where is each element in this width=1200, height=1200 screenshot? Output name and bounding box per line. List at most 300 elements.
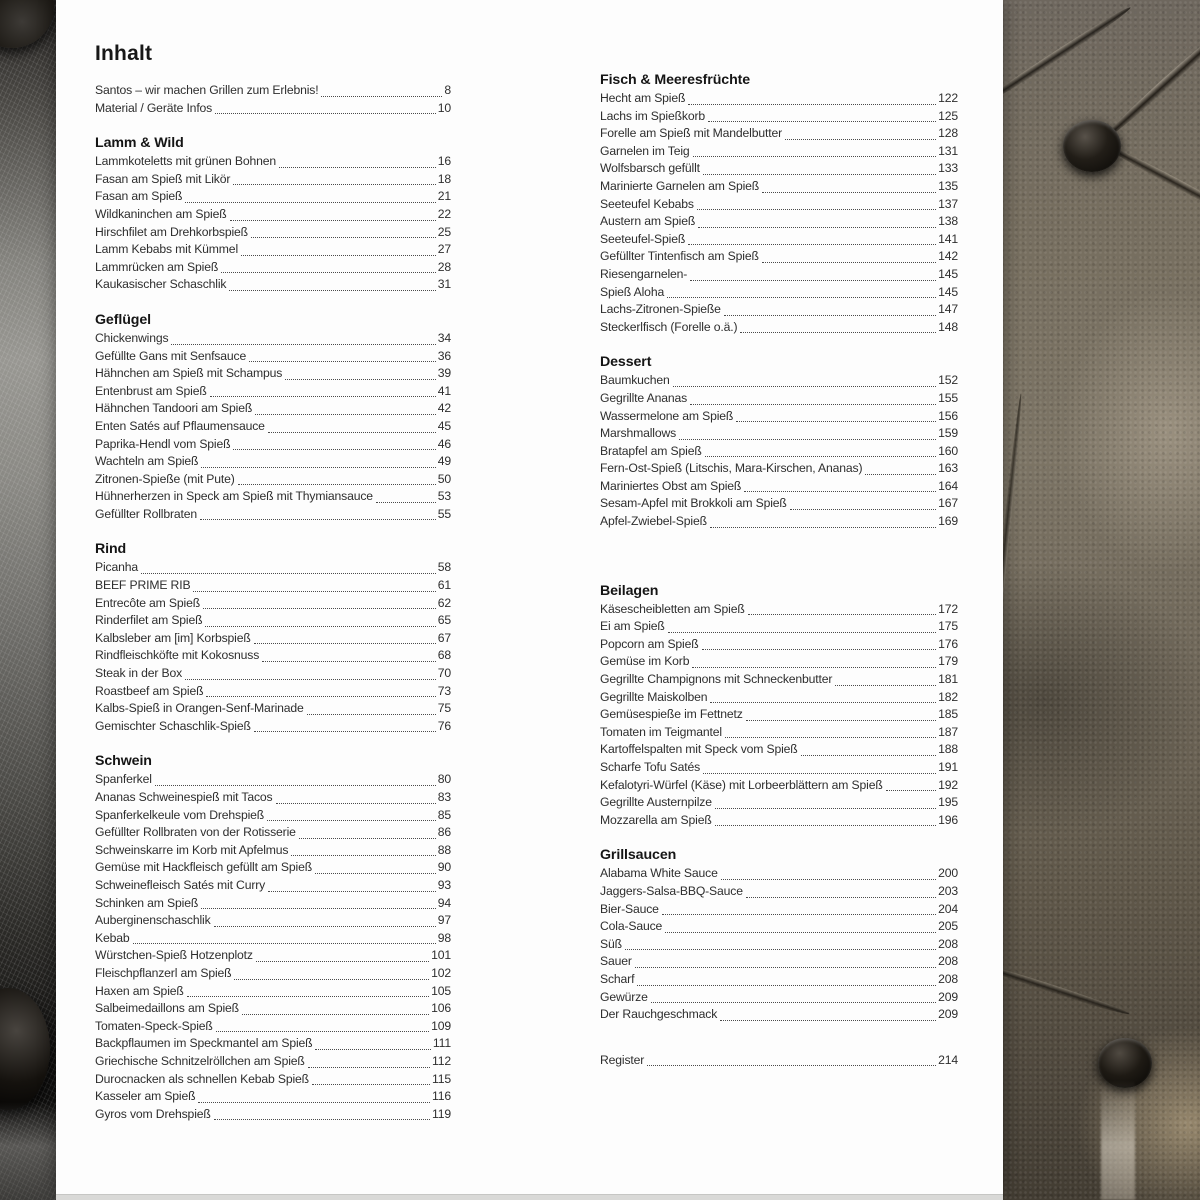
toc-entry — [600, 248, 958, 266]
entry-page-number: 68 — [437, 648, 451, 663]
toc-entry — [600, 495, 958, 513]
dot-leader — [785, 139, 936, 140]
entry-page-number: 88 — [437, 842, 451, 857]
toc-entry — [600, 266, 958, 284]
entry-page-number: 131 — [938, 143, 958, 158]
toc-entry — [600, 953, 958, 971]
dot-leader — [710, 702, 936, 703]
toc-entry — [95, 1071, 451, 1089]
toc-entry — [95, 383, 451, 401]
dot-leader — [308, 1067, 430, 1068]
dot-leader — [315, 873, 436, 874]
toc-entry — [95, 436, 451, 454]
dot-leader — [241, 255, 436, 256]
entry-page-number: 93 — [437, 877, 451, 892]
entry-label: Wildkaninchen am Spieß — [95, 206, 227, 221]
toc-entry — [600, 372, 958, 390]
entry-label: Hähnchen Tandoori am Spieß — [95, 401, 253, 416]
entry-label: Kalbs-Spieß in Orangen-Senf-Marinade — [95, 701, 304, 716]
entry-page-number: 83 — [437, 790, 451, 804]
section-heading: Geflügel — [95, 311, 151, 328]
entry-page-number: 116 — [432, 1089, 451, 1104]
toc-entry — [95, 718, 451, 736]
entry-page-number: 45 — [437, 418, 451, 433]
leather-background-left — [0, 0, 56, 1200]
dot-leader — [155, 785, 436, 786]
toc-section — [600, 581, 958, 830]
leather-background-right — [1003, 0, 1200, 1200]
dot-leader — [279, 167, 436, 168]
entry-label: Steak in der Box — [95, 666, 183, 681]
dot-leader — [697, 209, 936, 210]
entry-page-number: 141 — [938, 231, 958, 246]
entry-label: Gegrillte Austernpilze — [600, 795, 712, 810]
toc-entry — [600, 812, 958, 830]
entry-label: Spanferkel — [95, 772, 152, 787]
toc-entry — [95, 259, 451, 277]
entry-label: Entrecôte am Spieß — [95, 595, 201, 610]
toc-entry — [95, 153, 451, 171]
entry-page-number: 98 — [437, 930, 451, 945]
entry-page-number: 145 — [938, 284, 958, 299]
toc-entry — [95, 100, 451, 118]
entry-label: Gegrillte Ananas — [600, 390, 688, 405]
toc-entry — [95, 330, 451, 348]
toc-entry — [95, 771, 451, 789]
entry-label: Schweinskarre im Korb mit Apfelmus — [95, 842, 289, 857]
entry-page-number: 167 — [938, 496, 958, 511]
toc-entry — [95, 348, 451, 366]
dot-leader — [376, 502, 436, 503]
toc-entry — [95, 965, 451, 983]
entry-label: Kartoffelspalten mit Speck vom Spieß — [600, 742, 798, 757]
toc-entry — [600, 90, 958, 108]
entry-label: Tomaten-Speck-Spieß — [95, 1018, 213, 1033]
entry-page-number: 42 — [437, 401, 451, 416]
entry-label: Sesam-Apfel mit Brokkoli am Spieß — [600, 496, 787, 511]
entry-page-number: 8 — [444, 83, 451, 97]
entry-page-number: 65 — [437, 613, 451, 628]
toc-entry — [600, 636, 958, 654]
toc-entry — [95, 842, 451, 860]
dot-leader — [221, 272, 436, 273]
entry-label: Marshmallows — [600, 426, 677, 441]
toc-entry — [600, 460, 958, 478]
page-bottom-edge — [56, 1194, 1003, 1200]
dot-leader — [201, 908, 436, 909]
entry-label: Gegrillte Maiskolben — [600, 689, 708, 704]
entry-label: Durocnacken als schnellen Kebab Spieß — [95, 1071, 309, 1086]
entry-page-number: 176 — [938, 636, 958, 651]
dot-leader — [185, 202, 435, 203]
entry-page-number: 152 — [938, 373, 958, 388]
toc-entry — [95, 506, 451, 524]
toc-entry — [600, 301, 958, 319]
toc-section — [95, 751, 451, 1123]
entry-label: Salbeimedaillons am Spieß — [95, 1001, 239, 1016]
dot-leader — [171, 344, 435, 345]
entry-label: Gefüllter Rollbraten — [95, 506, 197, 521]
entry-label: Santos – wir machen Grillen zum Erlebnis! — [95, 83, 319, 97]
entry-page-number: 125 — [938, 108, 958, 123]
toc-entry — [95, 807, 451, 825]
toc-entry — [95, 947, 451, 965]
dot-leader — [688, 244, 936, 245]
toc-entry — [600, 601, 958, 619]
entry-label: Backpflaumen im Speckmantel am Spieß — [95, 1036, 313, 1051]
toc-entry — [600, 689, 958, 707]
dot-leader — [268, 432, 436, 433]
entry-page-number: 109 — [431, 1018, 451, 1033]
dot-leader — [740, 332, 936, 333]
entry-label: Schweinefleisch Satés mit Curry — [95, 877, 266, 892]
entry-page-number: 214 — [938, 1052, 958, 1067]
entry-page-number: 105 — [431, 983, 451, 998]
entry-label: Gefüllte Gans mit Senfsauce — [95, 348, 247, 363]
dot-leader — [216, 1031, 429, 1032]
toc-entry — [600, 1006, 958, 1024]
dot-leader — [703, 174, 936, 175]
entry-label: Bier-Sauce — [600, 901, 659, 916]
toc-entry — [95, 418, 451, 436]
entry-page-number: 75 — [437, 701, 451, 716]
leather-highlight — [0, 1102, 56, 1200]
entry-page-number: 61 — [437, 578, 451, 593]
dot-leader — [698, 227, 936, 228]
leather-button-icon — [1063, 120, 1121, 172]
dot-leader — [667, 297, 936, 298]
dot-leader — [688, 104, 936, 105]
entry-label: Gewürze — [600, 989, 648, 1004]
entry-page-number: 53 — [437, 489, 451, 504]
toc-entry — [95, 895, 451, 913]
entry-label: Hecht am Spieß — [600, 91, 686, 105]
dot-leader — [234, 979, 429, 980]
entry-label: Süß — [600, 936, 622, 951]
entry-label: Picanha — [95, 560, 138, 575]
dot-leader — [721, 879, 936, 880]
toc-entry — [600, 901, 958, 919]
entry-label: Popcorn am Spieß — [600, 636, 699, 651]
entry-label: Hirschfilet am Drehkorbspieß — [95, 224, 248, 239]
entry-page-number: 115 — [432, 1071, 451, 1086]
entry-page-number: 169 — [938, 514, 958, 529]
entry-page-number: 58 — [437, 560, 451, 575]
dot-leader — [200, 519, 436, 520]
toc-entry — [95, 930, 451, 948]
entry-page-number: 28 — [437, 259, 451, 274]
toc-column-right — [600, 0, 958, 1069]
entry-page-number: 209 — [938, 989, 958, 1004]
entry-label: Steckerlfisch (Forelle o.ä.) — [600, 319, 738, 334]
section-heading: Rind — [95, 541, 127, 558]
entry-page-number: 208 — [938, 936, 958, 951]
dot-leader — [198, 1102, 430, 1103]
toc-entry — [600, 319, 958, 337]
entry-label: Scharf — [600, 971, 635, 986]
dot-leader — [708, 121, 936, 122]
entry-label: Sauer — [600, 954, 632, 969]
dot-leader — [886, 790, 936, 791]
dot-leader — [141, 573, 436, 574]
entry-page-number: 101 — [431, 948, 451, 963]
entry-page-number: 122 — [938, 91, 958, 105]
entry-label: Ananas Schweinespieß mit Tacos — [95, 790, 273, 804]
toc-entry — [600, 671, 958, 689]
entry-label: Cola-Sauce — [600, 919, 663, 934]
entry-page-number: 73 — [437, 683, 451, 698]
entry-page-number: 205 — [938, 919, 958, 934]
entry-label: Fern-Ost-Spieß (Litschis, Mara-Kirschen, Ananas) — [600, 461, 863, 476]
entry-page-number: 31 — [437, 277, 451, 292]
dot-leader — [193, 591, 435, 592]
dot-leader — [203, 608, 436, 609]
entry-page-number: 200 — [938, 866, 958, 881]
toc-section — [600, 352, 958, 530]
dot-leader — [205, 626, 435, 627]
dot-leader — [206, 696, 435, 697]
toc-section — [95, 539, 451, 735]
entry-label: Material / Geräte Infos — [95, 100, 213, 115]
section-heading: Grillsaucen — [600, 847, 677, 864]
entry-label: Tomaten im Teigmantel — [600, 724, 722, 739]
entry-label: Mozzarella am Spieß — [600, 812, 712, 827]
section-heading: Beilagen — [600, 582, 659, 599]
dot-leader — [307, 714, 436, 715]
dot-leader — [668, 632, 936, 633]
dot-leader — [665, 932, 936, 933]
entry-label: Lammkoteletts mit grünen Bohnen — [95, 154, 276, 169]
toc-entry — [95, 365, 451, 383]
entry-label: Käsescheibletten am Spieß — [600, 601, 745, 616]
entry-page-number: 163 — [938, 461, 958, 476]
entry-label: Marinierte Garnelen am Spieß — [600, 178, 760, 193]
toc-entry — [600, 936, 958, 954]
entry-page-number: 138 — [938, 214, 958, 229]
entry-label: Spieß Aloha — [600, 284, 665, 299]
entry-label: Spanferkelkeule vom Drehspieß — [95, 807, 265, 822]
dot-leader — [242, 1014, 429, 1015]
toc-entry — [600, 108, 958, 126]
entry-page-number: 55 — [437, 506, 451, 521]
dot-leader — [762, 192, 936, 193]
dot-leader — [762, 262, 936, 263]
entry-page-number: 155 — [938, 390, 958, 405]
entry-label: Wassermelone am Spieß — [600, 408, 734, 423]
leather-button-icon — [0, 0, 54, 48]
entry-label: Forelle am Spieß mit Mandelbutter — [600, 126, 782, 141]
entry-label: Entenbrust am Spieß — [95, 383, 207, 398]
entry-label: Lamm Kebabs mit Kümmel — [95, 242, 238, 257]
dot-leader — [647, 1065, 936, 1066]
entry-label: Seeteufel-Spieß — [600, 231, 686, 246]
entry-label: Kalbsleber am [im] Korbspieß — [95, 630, 251, 645]
entry-page-number: 156 — [938, 408, 958, 423]
entry-page-number: 97 — [437, 913, 451, 928]
toc-entry — [600, 777, 958, 795]
toc-entry — [600, 865, 958, 883]
dot-leader — [312, 1084, 430, 1085]
entry-label: Gefüllter Tintenfisch am Spieß — [600, 249, 759, 264]
entry-label: Gemischter Schaschlik-Spieß — [95, 718, 251, 733]
dot-leader — [201, 467, 435, 468]
toc-entry — [600, 794, 958, 812]
dot-leader — [625, 949, 936, 950]
entry-page-number: 204 — [938, 901, 958, 916]
entry-page-number: 22 — [437, 206, 451, 221]
entry-label: Chickenwings — [95, 330, 169, 345]
toc-section — [600, 1052, 958, 1070]
toc-section — [600, 845, 958, 1023]
toc-entry — [600, 125, 958, 143]
entry-page-number: 179 — [938, 654, 958, 669]
entry-label: Ei am Spieß — [600, 619, 665, 634]
dot-leader — [133, 943, 436, 944]
entry-label: Fasan am Spieß mit Likör — [95, 171, 231, 186]
entry-page-number: 192 — [938, 777, 958, 792]
entry-label: Hähnchen am Spieß mit Schampus — [95, 366, 283, 381]
toc-entry — [95, 82, 451, 100]
entry-page-number: 18 — [437, 171, 451, 186]
toc-entry — [600, 883, 958, 901]
toc-entry — [600, 408, 958, 426]
toc-entry — [95, 471, 451, 489]
toc-entry — [95, 912, 451, 930]
dot-leader — [255, 414, 436, 415]
entry-label: Apfel-Zwiebel-Spieß — [600, 514, 707, 529]
dot-leader — [321, 96, 442, 97]
toc-section — [95, 310, 451, 524]
toc-entry — [600, 706, 958, 724]
entry-page-number: 187 — [938, 724, 958, 739]
dot-leader — [702, 649, 937, 650]
entry-page-number: 142 — [938, 249, 958, 264]
entry-page-number: 182 — [938, 689, 958, 704]
entry-page-number: 16 — [437, 154, 451, 169]
toc-section — [95, 82, 451, 117]
toc-entry — [95, 1088, 451, 1106]
entry-page-number: 159 — [938, 426, 958, 441]
toc-section — [95, 133, 451, 294]
section-heading: Fisch & Meeresfrüchte — [600, 72, 751, 88]
dot-leader — [690, 280, 936, 281]
toc-section — [600, 70, 958, 336]
dot-leader — [835, 685, 936, 686]
toc-entry — [95, 700, 451, 718]
entry-page-number: 172 — [938, 601, 958, 616]
toc-entry — [600, 1052, 958, 1070]
entry-label: Schinken am Spieß — [95, 895, 199, 910]
entry-page-number: 111 — [432, 1036, 451, 1051]
dot-leader — [715, 808, 936, 809]
entry-label: Kebab — [95, 930, 130, 945]
entry-page-number: 25 — [437, 224, 451, 239]
entry-label: Riesengarnelen- — [600, 266, 688, 281]
toc-entry — [600, 284, 958, 302]
dot-leader — [635, 967, 936, 968]
dot-leader — [187, 996, 429, 997]
toc-entry — [95, 824, 451, 842]
dot-leader — [238, 484, 436, 485]
toc-entry — [600, 160, 958, 178]
entry-label: Kasseler am Spieß — [95, 1089, 196, 1104]
dot-leader — [215, 113, 436, 114]
toc-column-left — [95, 0, 451, 1123]
dot-leader — [720, 1020, 936, 1021]
toc-entry — [95, 595, 451, 613]
entry-label: Paprika-Hendl vom Spieß — [95, 436, 231, 451]
entry-label: Gemüsespieße im Fettnetz — [600, 707, 743, 722]
entry-page-number: 49 — [437, 454, 451, 469]
entry-label: Lachs im Spießkorb — [600, 108, 705, 123]
dot-leader — [254, 643, 436, 644]
dot-leader — [230, 220, 436, 221]
entry-page-number: 203 — [938, 883, 958, 898]
dot-leader — [673, 386, 936, 387]
dot-leader — [229, 290, 435, 291]
toc-entry — [95, 224, 451, 242]
entry-label: Griechische Schnitzelröllchen am Spieß — [95, 1053, 305, 1068]
entry-label: Lammrücken am Spieß — [95, 259, 219, 274]
entry-label: Haxen am Spieß — [95, 983, 184, 998]
entry-page-number: 67 — [437, 630, 451, 645]
entry-page-number: 10 — [437, 100, 451, 115]
entry-label: Austern am Spieß — [600, 214, 696, 229]
entry-label: Wolfsbarsch gefüllt — [600, 161, 700, 176]
entry-label: BEEF PRIME RIB — [95, 578, 191, 593]
toc-entry — [95, 1000, 451, 1018]
entry-page-number: 39 — [437, 366, 451, 381]
entry-label: Kefalotyri-Würfel (Käse) mit Lorbeerblättern am Spieß — [600, 777, 883, 792]
entry-label: Baumkuchen — [600, 373, 670, 388]
dot-leader — [693, 156, 937, 157]
entry-page-number: 86 — [437, 825, 451, 840]
entry-page-number: 196 — [938, 812, 958, 827]
toc-entry — [600, 918, 958, 936]
entry-label: Gegrillte Champignons mit Schneckenbutter — [600, 672, 833, 687]
entry-label: Gemüse mit Hackfleisch gefüllt am Spieß — [95, 860, 312, 875]
dot-leader — [185, 679, 436, 680]
section-heading: Schwein — [95, 753, 152, 770]
toc-entry — [600, 989, 958, 1007]
dot-leader — [291, 855, 435, 856]
dot-leader — [233, 449, 435, 450]
leather-button-icon — [0, 988, 50, 1110]
toc-entry — [600, 196, 958, 214]
toc-entry — [600, 513, 958, 531]
entry-page-number: 188 — [938, 742, 958, 757]
entry-page-number: 90 — [437, 860, 451, 875]
dot-leader — [801, 755, 937, 756]
toc-page — [56, 0, 1003, 1194]
toc-entry — [95, 559, 451, 577]
entry-label: Auberginenschaschlik — [95, 913, 211, 928]
toc-entry — [600, 178, 958, 196]
section-heading: Dessert — [600, 354, 652, 371]
dot-leader — [679, 439, 936, 440]
toc-entry — [95, 789, 451, 807]
dot-leader — [254, 731, 436, 732]
dot-leader — [262, 661, 436, 662]
toc-entry — [95, 612, 451, 630]
dot-leader — [210, 396, 436, 397]
toc-entry — [95, 276, 451, 294]
toc-entry — [95, 1035, 451, 1053]
entry-label: Enten Satés auf Pflaumensauce — [95, 418, 265, 433]
dot-leader — [736, 421, 936, 422]
entry-page-number: 50 — [437, 471, 451, 486]
toc-entry — [600, 759, 958, 777]
